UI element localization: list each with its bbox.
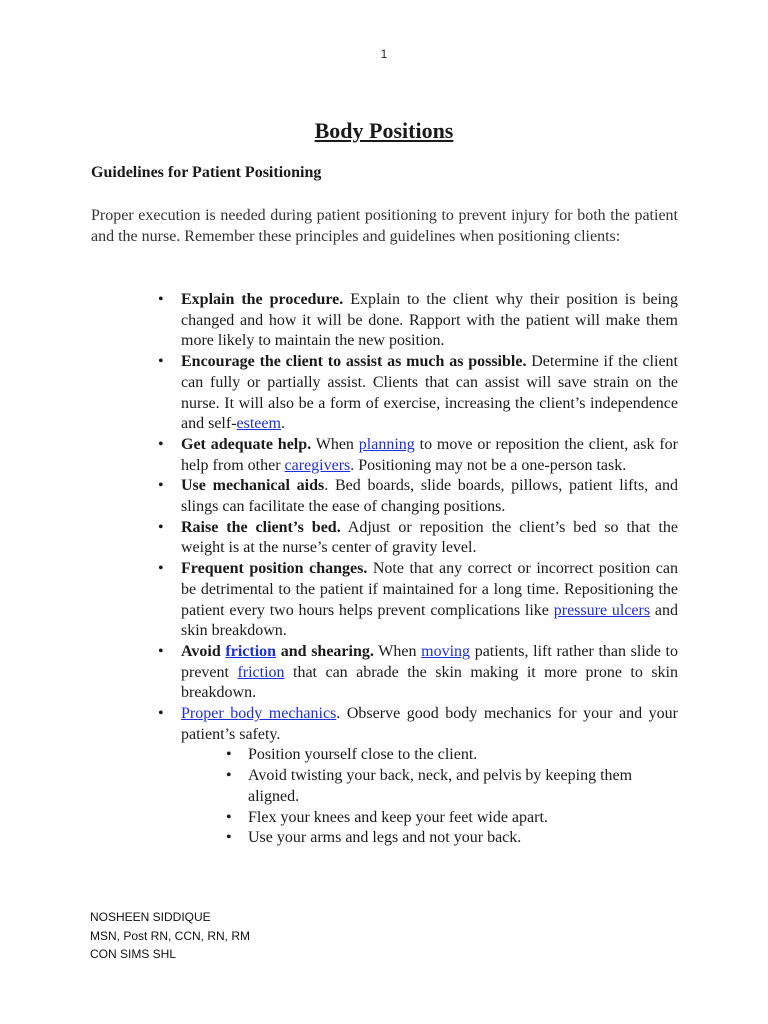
list-item-help [181, 435, 678, 476]
body-mechanics-sublist [181, 745, 678, 849]
item-text: . [280, 415, 285, 433]
item-heading: Avoid [181, 642, 226, 660]
item-text: . Observe good body mechanics for your and your patient’s safety. [181, 705, 678, 743]
item-heading: Raise the client’s bed. [181, 518, 341, 536]
item-text: and skin breakdown. [181, 601, 679, 640]
page-number: 1 [380, 47, 388, 61]
author-affiliation: CON SIMS SHL [90, 947, 177, 961]
item-text: Note that any correct or incorrect position can be detrimental to the patient if maintained for a long time. Repositioning the patient every two hours helps prevent complications like [181, 560, 679, 619]
body-mechanics-link[interactable]: Proper body mechanics [181, 705, 337, 723]
friction-link[interactable]: friction [237, 663, 285, 681]
guidelines-list [181, 290, 678, 849]
list-item-body-mechanics [181, 704, 678, 849]
author-footer [90, 908, 250, 964]
sub-list-item: • Position yourself close to the client. [248, 745, 678, 766]
intro-paragraph: Proper execution is needed during patient positioning to prevent injury for both the patient and the nurse. Remember these principles and guidelines when positioning clients: [91, 207, 678, 245]
item-text: . Positioning may not be a one-person task. [350, 456, 627, 474]
list-item-explain [181, 290, 678, 352]
sub-list-item: • Avoid twisting your back, neck, and pelvis by keeping them aligned. [248, 766, 678, 807]
list-item-position-changes [181, 559, 678, 642]
item-heading: Explain the procedure. [181, 291, 344, 308]
item-text: Explain to the client why their position is being changed and how it will be done. Rapport with the patient will make them more likely to maintain the new position. [181, 291, 679, 350]
item-text: to move or reposition the client, ask for help from other [181, 435, 678, 474]
moving-link[interactable]: moving [421, 642, 471, 660]
section-heading: Guidelines for Patient Positioning [91, 164, 322, 181]
author-name: NOSHEEN SIDDIQUE [90, 910, 211, 924]
friction-heading-link[interactable]: friction [225, 642, 277, 660]
list-item-encourage [181, 352, 678, 435]
sub-list-item: • Use your arms and legs and not your back. [248, 828, 678, 849]
page-title: Body Positions [314, 118, 454, 143]
item-text: Determine if the client can fully or partially assist. Clients that can assist will save strain on the nurse. It will also be a form of exercise, increasing the client’s independence and self- [181, 353, 678, 433]
planning-link[interactable]: planning [358, 435, 415, 453]
item-heading: Encourage the client to assist as much as possible. [181, 353, 527, 371]
item-text: Adjust or reposition the client’s bed so that the weight is at the nurse’s center of gravity level. [181, 518, 679, 557]
item-heading: Frequent position changes. [181, 560, 368, 578]
list-item-friction [181, 642, 678, 704]
item-heading: Get adequate help. [181, 435, 312, 453]
caregivers-link[interactable]: caregivers [284, 456, 351, 474]
list-item-bed [181, 518, 678, 559]
item-heading: Use mechanical aids [181, 477, 325, 495]
sub-list-item: • Flex your knees and keep your feet wide apart. [248, 808, 678, 829]
esteem-link[interactable]: esteem [236, 415, 281, 433]
item-text: patients, lift rather than slide to prevent [181, 642, 678, 681]
list-item-aids [181, 476, 678, 517]
item-text: When [311, 435, 359, 453]
author-credentials: MSN, Post RN, CCN, RN, RM [90, 928, 251, 943]
item-text: . Bed boards, slide boards, pillows, patient lifts, and slings can facilitate the ease of changing positions. [181, 477, 678, 516]
item-text: When [373, 642, 422, 660]
pressure-ulcers-link[interactable]: pressure ulcers [553, 601, 651, 619]
item-text: that can abrade the skin making it more prone to skin breakdown. [181, 663, 678, 702]
item-heading: and shearing. [276, 642, 374, 660]
